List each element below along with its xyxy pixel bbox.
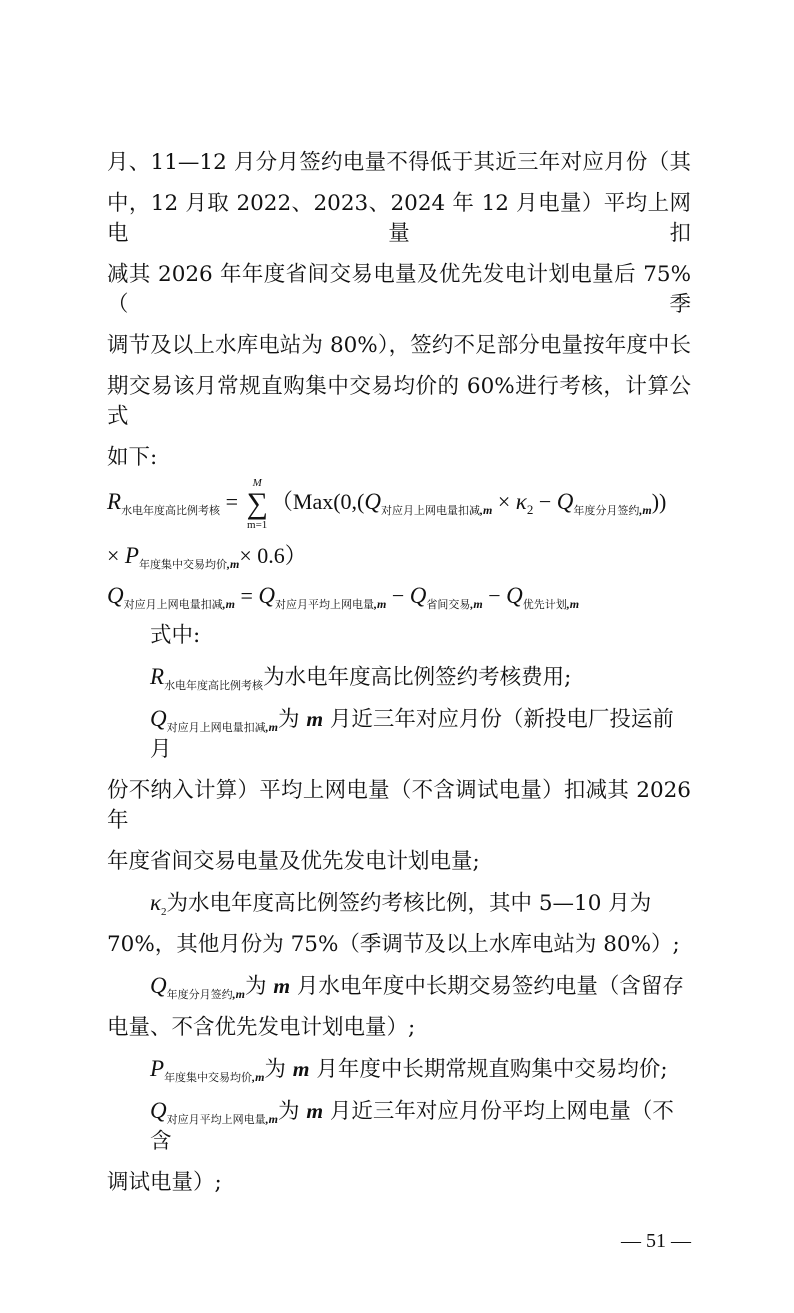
var-q: Q — [556, 489, 574, 515]
paragraph-line: 期交易该月常规直购集中交易均价的 60%进行考核，计算公式 — [107, 374, 691, 429]
subscript-m: ,m — [222, 597, 235, 611]
paragraph-line: 中，12 月取 2022、2023、2024 年 12 月电量）平均上网电量扣 — [107, 191, 691, 246]
definition-q-sign — [107, 971, 691, 1002]
subscript: 年度分月签约 — [573, 504, 640, 518]
subscript: 水电年度高比例考核 — [121, 504, 221, 518]
definition-r — [107, 662, 691, 693]
var-q: Q — [150, 706, 167, 731]
page-number: — 51 — — [621, 1230, 691, 1252]
var-q: Q — [364, 489, 381, 515]
subscript-m: ,m — [232, 987, 245, 1001]
definition-p — [107, 1054, 691, 1085]
equals: = — [234, 583, 259, 608]
definition-q-avg — [107, 1096, 691, 1157]
var-m: m — [306, 1099, 324, 1123]
paragraph-line: 电量、不含优先发电计划电量）; — [107, 1015, 416, 1040]
subscript: 优先计划 — [522, 598, 567, 611]
minus: − — [533, 489, 557, 515]
summation-icon — [246, 477, 267, 531]
equals: = — [220, 489, 244, 515]
subscript-m: ,m — [226, 557, 240, 571]
var-q: Q — [107, 583, 124, 608]
formula-line-1 — [107, 477, 691, 531]
paragraph-line: 份不纳入计算）平均上网电量（不含调试电量）扣减其 2026 年 — [107, 778, 691, 833]
definition-text: 为水电年度高比例签约考核费用; — [263, 665, 572, 690]
var-m: m — [273, 974, 291, 998]
var-q: Q — [409, 583, 427, 608]
var-q: Q — [258, 583, 276, 608]
subscript-m: ,m — [639, 503, 652, 518]
paren: （ — [270, 489, 293, 515]
minus: − — [386, 583, 410, 608]
subscript: 对应月上网电量扣减 — [123, 598, 223, 611]
var-q: Q — [506, 583, 523, 608]
definition-text: 月近三年对应月份平均上网电量（不含 — [150, 1099, 674, 1154]
paragraph-line: 70%，其他月份为 75%（季调节及以上水库电站为 80%）; — [107, 932, 680, 957]
subscript: 对应月平均上网电量 — [275, 598, 375, 611]
definition-text: 月近三年对应月份（新投电厂投运前月 — [150, 707, 674, 762]
subscript: 对应月上网电量扣减 — [381, 504, 480, 518]
subscript-m: ,m — [265, 720, 278, 734]
var-kappa: κ — [515, 489, 527, 515]
max-fn: Max(0,( — [292, 489, 365, 515]
definition-text: 为 — [277, 707, 307, 732]
sigma-glyph: ∑ — [246, 487, 268, 520]
formula-line-3 — [107, 581, 691, 611]
var-q: Q — [150, 1098, 167, 1123]
var-kappa: κ — [150, 890, 162, 915]
times: × — [107, 543, 125, 568]
paren: )) — [651, 489, 667, 515]
paragraph-line: 如下: — [107, 445, 158, 470]
paragraph-line: 调试电量）; — [107, 1170, 222, 1195]
definition-text: 为水电年度高比例签约考核比例，其中 5—10 月为 — [166, 891, 652, 916]
subscript: 2 — [161, 906, 167, 918]
paragraph-line: 调节及以上水库电站为 80%），签约不足部分电量按年度中长 — [107, 333, 691, 358]
subscript-m: ,m — [566, 597, 580, 611]
sum-upper: M — [252, 477, 262, 489]
formula-line-2 — [107, 541, 691, 571]
subscript-m: ,m — [480, 503, 493, 518]
var-r: R — [150, 664, 165, 689]
subscript: 对应月平均上网电量 — [166, 1113, 266, 1126]
where-label: 式中: — [150, 623, 201, 648]
paragraph-line: 月、11—12 月分月签约电量不得低于其近三年对应月份（其 — [107, 150, 691, 175]
subscript: 年度分月签约 — [166, 988, 233, 1001]
subscript-m: ,m — [470, 597, 483, 611]
subscript: 2 — [526, 502, 534, 518]
var-q: Q — [150, 973, 167, 998]
subscript: 年度集中交易均价 — [138, 558, 227, 571]
definition-text: 月年度中长期常规直购集中交易均价; — [309, 1057, 668, 1082]
definition-q-deduct — [107, 704, 691, 765]
subscript-m: ,m — [252, 1070, 265, 1084]
paragraph-line: 年度省间交易电量及优先发电计划电量; — [107, 849, 480, 874]
factor: × 0.6） — [239, 543, 307, 568]
subscript: 年度集中交易均价 — [164, 1071, 253, 1084]
sum-lower: m=1 — [247, 519, 268, 531]
var-m: m — [306, 707, 324, 731]
subscript: 水电年度高比例考核 — [164, 679, 264, 692]
var-r: R — [107, 489, 122, 515]
paragraph-line: 减其 2026 年年度省间交易电量及优先发电计划电量后 75%（季 — [107, 262, 691, 317]
var-p: P — [150, 1056, 165, 1081]
var-p: P — [124, 543, 139, 568]
definition-text: 为 — [264, 1057, 293, 1082]
subscript: 省间交易 — [426, 598, 471, 611]
subscript-m: ,m — [374, 597, 387, 611]
definition-text: 月水电年度中长期交易签约电量（含留存 — [290, 974, 684, 999]
minus: − — [482, 583, 507, 608]
definition-kappa — [107, 888, 691, 919]
definition-text: 为 — [244, 974, 274, 999]
var-m: m — [292, 1057, 310, 1081]
subscript-m: ,m — [265, 1112, 278, 1126]
definition-text: 为 — [277, 1099, 307, 1124]
times: × — [492, 489, 516, 515]
subscript: 对应月上网电量扣减 — [166, 721, 266, 734]
